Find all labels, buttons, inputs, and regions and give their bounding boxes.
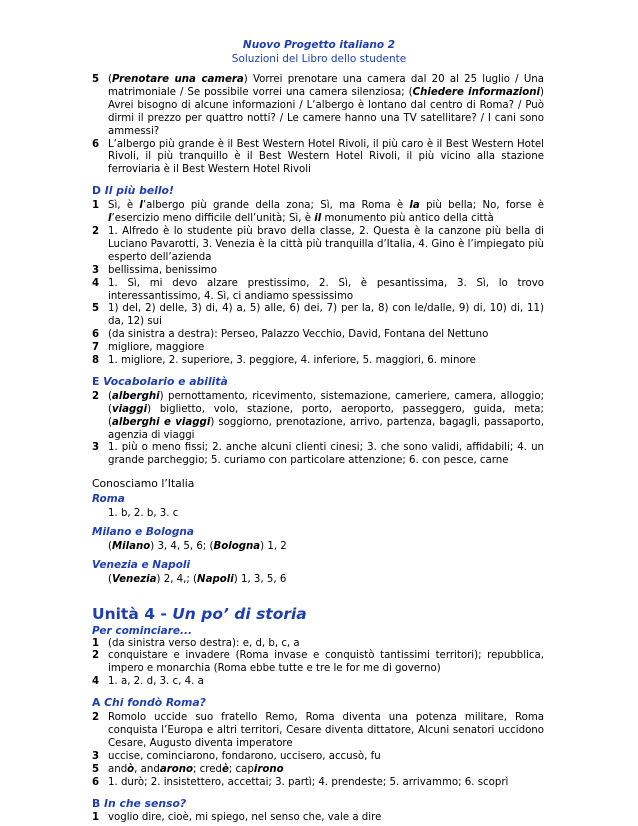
intro-title: Per cominciare... <box>92 624 192 637</box>
conosciamo-groups <box>92 493 544 586</box>
answer-number: 6 <box>92 329 100 341</box>
answer-item <box>92 355 544 368</box>
answer-item <box>92 712 544 751</box>
answer-text: (Prenotare una camera) Vorrei prenotare una camera dal 20 al 25 luglio / Una matrimoniale / Se possibile vorrei una camera silenziosa; (Chiedere informazioni) Avrei bisogno di alcune informazioni / L’albergo è lontano dal centro di Roma? / Può dirmi il prezzo per quattro notti? / Le camere hanno una TV satellitare? / I cani sono ammessi? <box>108 74 544 137</box>
conosciamo-title: Conosciamo l’Italia <box>92 477 195 491</box>
intro-items <box>92 638 544 690</box>
answer-text: 1. Sì, mi devo alzare prestissimo, 2. Sì, è pesantissima, 3. Sì, lo trovo interessantissimo, 4. Sì, ci andiamo spessissimo <box>108 277 544 302</box>
content <box>92 74 544 825</box>
answer-item <box>92 265 544 278</box>
answer-number: 3 <box>92 442 100 454</box>
answer-text: L’albergo più grande è il Best Western Hotel Rivoli, il più caro è il Best Western Hotel Rivoli, il più tranquillo è il Best Western Hotel Rivoli, il più vicino alla stazione ferroviaria è il Best Western Hotel Rivoli <box>108 138 544 176</box>
answer-item <box>92 139 544 178</box>
answer-item <box>92 303 544 329</box>
city-answers: (Milano) 3, 4, 5, 6; (Bologna) 1, 2 <box>108 540 287 552</box>
answer-item <box>92 278 544 304</box>
answer-text: 1. durò; 2. insistettero, accettai; 3. partì; 4. prendeste; 5. arrivammo; 6. scoprì <box>108 776 509 788</box>
answer-number: 8 <box>92 355 100 367</box>
answer-number: 2 <box>92 390 100 402</box>
answer-number: 1 <box>92 812 100 824</box>
header-subtitle: Soluzioni del Libro dello studente <box>231 53 407 65</box>
answer-text: 1. Alfredo è lo studente più bravo della classe, 2. Questa è la canzone più bella di Luciano Pavarotti, 3. Venezia è la città più tranquilla d’Italia, 4. Gino è l’impiegato più esperto dell’azienda <box>108 225 544 263</box>
answer-item <box>92 342 544 355</box>
answer-text: uccise, cominciarono, fondarono, uccisero, accusò, fu <box>108 750 381 762</box>
city-answers: 1. b, 2. b, 3. c <box>108 508 179 520</box>
section-d-items <box>92 200 544 368</box>
answer-number: 5 <box>92 74 100 85</box>
section-a-title: A Chi fondò Roma? <box>92 696 206 710</box>
section-e-items <box>92 391 544 468</box>
answer-item <box>92 777 544 790</box>
answer-number: 2 <box>92 712 100 724</box>
answer-text: 1. a, 2. d, 3. c, 4. a <box>108 676 204 688</box>
answer-item <box>92 764 544 777</box>
city-label: Milano e Bologna <box>92 526 194 538</box>
answer-item <box>92 442 544 468</box>
top-items <box>92 74 544 177</box>
unit-4-title: Unità 4 - Un po’ di storia <box>92 604 307 623</box>
answer-number: 2 <box>92 650 100 662</box>
answer-item <box>92 74 544 139</box>
answer-text: (da sinistra a destra): Perseo, Palazzo Vecchio, David, Fontana del Nettuno <box>108 329 489 341</box>
section-b-title: B In che senso? <box>92 796 187 810</box>
section-d-title: D Il più bello! <box>92 184 174 198</box>
answer-item <box>92 638 544 651</box>
answer-item <box>92 226 544 265</box>
section-e-title: E Vocabolario e abilità <box>92 374 228 388</box>
answer-item <box>92 650 544 676</box>
header-title: Nuovo Progetto italiano 2 <box>242 39 396 51</box>
answer-text: (alberghi) pernottamento, ricevimento, sistemazione, cameriere, camera, alloggio; (viaggi) biglietto, volo, stazione, porto, aeroporto, passeggero, guida, meta; (alberghi e viaggi) soggiorno, prenotazione, arrivo, partenza, bagagli, passaporto, agenzia di viaggi <box>108 390 544 441</box>
answer-number: 1 <box>92 637 100 649</box>
answer-text: conquistare e invadere (Roma invase e conquistò tantissimi territori); repubblica, impero e monarchia (Roma ebbe tutte e tre le for me di governo) <box>108 650 544 675</box>
page-header <box>0 38 638 66</box>
answer-text: (da sinistra verso destra): e, d, b, c, a <box>108 637 300 649</box>
answer-text: Romolo uccide suo fratello Remo, Roma diventa una potenza militare, Roma conquista l’Europa e altri territori, Cesare diventa dittatore, Alcuni senatori uccidono Cesare, Augusto diventa imperatore <box>108 712 544 749</box>
answer-number: 1 <box>92 200 100 212</box>
city-label: Roma <box>92 493 125 506</box>
answer-text: 1. migliore, 2. superiore, 3. peggiore, 4. inferiore, 5. maggiori, 6. minore <box>108 355 476 367</box>
answer-number: 6 <box>92 138 100 150</box>
answer-text: Sì, è l’albergo più grande della zona; Sì, ma Roma è la più bella; No, forse è l’esercizio meno difficile dell’unità; Sì, è il monumento più antico della città <box>108 200 544 225</box>
answer-number: 7 <box>92 342 100 354</box>
answer-text: voglio dire, cioè, mi spiego, nel senso che, vale a dire <box>108 812 382 824</box>
answer-item <box>92 200 544 226</box>
answer-text: migliore, maggiore <box>108 342 205 354</box>
city-answers: (Venezia) 2, 4,; (Napoli) 1, 3, 5, 6 <box>108 573 287 585</box>
answer-item <box>92 676 544 689</box>
answer-text: bellissima, benissimo <box>108 264 217 276</box>
answer-item <box>92 751 544 764</box>
answer-number: 6 <box>92 776 100 788</box>
answer-number: 5 <box>92 763 100 775</box>
answer-number: 5 <box>92 303 100 315</box>
answer-item <box>92 391 544 443</box>
answer-text: andò, andarono; credè; capirono <box>108 763 284 775</box>
answer-number: 4 <box>92 676 100 688</box>
answer-text: 1) del, 2) delle, 3) di, 4) a, 5) alle, 6) dei, 7) per la, 8) con le/dalle, 9) di, 10) di, 11) da, 12) sui <box>108 303 544 328</box>
answer-text: 1. più o meno fissi; 2. anche alcuni clienti cinesi; 3. che sono validi, affidabili; 4. un grande parcheggio; 5. curiamo con particolare attenzione; 6. con pesce, carne <box>108 442 544 467</box>
city-label: Venezia e Napoli <box>92 558 191 571</box>
answer-item <box>92 812 544 825</box>
section-b-items <box>92 812 544 825</box>
answer-number: 4 <box>92 277 100 289</box>
answer-number: 3 <box>92 264 100 276</box>
answer-number: 3 <box>92 750 100 762</box>
answer-item <box>92 329 544 342</box>
section-a-items <box>92 712 544 789</box>
answer-number: 2 <box>92 225 100 237</box>
